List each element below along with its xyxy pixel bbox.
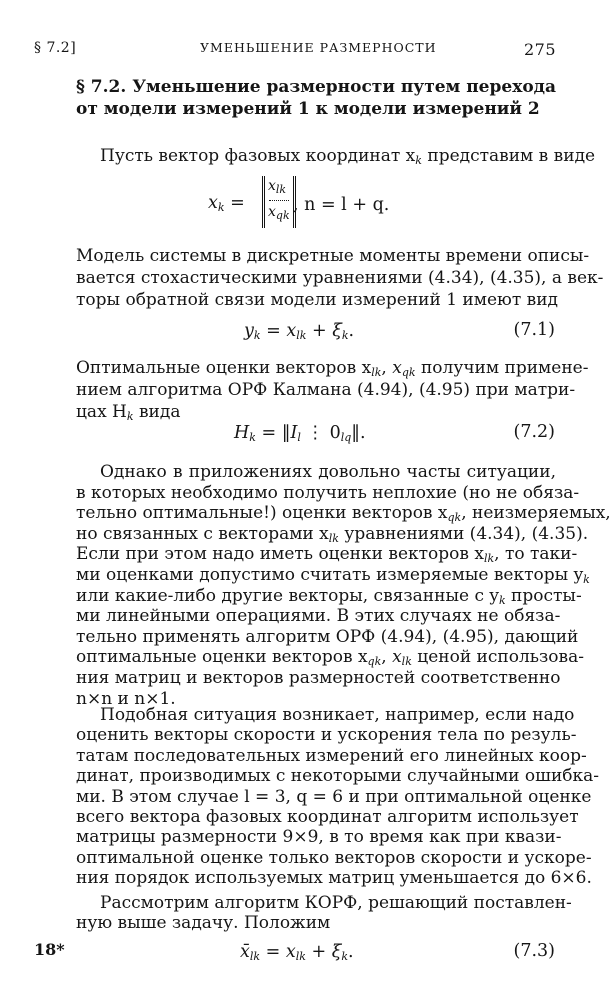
section-title	[76, 76, 566, 120]
equation-state-rhs: , n = l + q.	[293, 195, 390, 215]
section-title-line1: § 7.2. Уменьшение размерности путем перехода	[76, 77, 557, 97]
p4-line8: ми линейными операциями. В этих случаях не обяза-	[76, 606, 561, 626]
p4-line4: но связанных с векторами $x_{lk}$ уравнениями (4.34), (4.35).	[76, 524, 589, 545]
p5-line6: всего вектора фазовых координат алгоритм использует	[76, 807, 579, 827]
section-title-line2: от модели измерений 1 к модели измерений 2	[76, 99, 540, 119]
p4-line3: тельно оптимальные!) оценки векторов $x_{qk}$, неизмеряемых,	[76, 503, 611, 524]
p4-line1: Однако в приложениях довольно часты ситуации,	[100, 462, 556, 482]
p4-line7: или какие-либо другие векторы, связанные с $y_k$ просты-	[76, 586, 582, 607]
p6-line2: ную выше задачу. Положим	[76, 913, 331, 933]
p3-line1: Оптимальные оценки векторов $x_{lk}$, $x_{qk}$ получим примене-	[76, 358, 589, 379]
p4-line9: тельно применять алгоритм ОРФ (4.94), (4.95), дающий	[76, 627, 579, 647]
paragraph-1: Пусть вектор фазовых координат $x_k$ представим в виде	[100, 146, 596, 167]
p5-line9: ния порядок используемых матриц уменьшается до 6×6.	[76, 868, 592, 888]
equation-number-7-2: (7.2)	[513, 422, 555, 442]
header-section: § 7.2]	[34, 40, 77, 56]
p5-line2: оценить векторы скорости и ускорения тела по резуль-	[76, 725, 577, 745]
p5-line3: татам последовательных измерений его линейных коор-	[76, 746, 587, 766]
p4-line6: ми оценками допустимо считать измеряемые векторы $y_k$	[76, 565, 590, 586]
equation-number-7-1: (7.1)	[513, 320, 555, 340]
p4-line11: ния матриц и векторов размерностей соответственно	[76, 668, 561, 688]
p4-line12: n×n и n×1.	[76, 689, 176, 709]
equation-7-2: $H_k$ = $‖I_l$ ⋮ $0_{lq}‖$.	[234, 423, 366, 444]
matrix-bottom-entry: $x_{qk}$	[268, 204, 290, 222]
printer-signature: 18*	[34, 940, 65, 959]
p5-line8: оптимальной оценке только векторов скорости и ускоре-	[76, 848, 592, 868]
p5-line4: динат, производимых с некоторыми случайными ошибка-	[76, 766, 600, 786]
p3-line3: цах $H_k$ вида	[76, 402, 181, 423]
equation-number-7-3: (7.3)	[513, 941, 555, 961]
p5-line1: Подобная ситуация возникает, например, если надо	[100, 705, 575, 725]
p2-line3: торы обратной связи модели измерений 1 имеют вид	[76, 290, 559, 310]
page-number: 275	[523, 40, 556, 59]
p2-line1: Модель системы в дискретные моменты времени описы-	[76, 246, 590, 266]
p4-line10: оптимальные оценки векторов $x_{qk}$, $x_{lk}$ ценой использова-	[76, 647, 584, 668]
p4-line5: Если при этом надо иметь оценки векторов $x_{lk}$, то таки-	[76, 544, 578, 565]
equation-7-3: $x̄_{lk} = x_{lk} + \xi_k$.	[240, 942, 354, 963]
state-vector-matrix	[262, 176, 296, 228]
p4-line2: в которых необходимо получить неплохие (но не обяза-	[76, 483, 580, 503]
p5-line7: матрицы размерности 9×9, в то время как при квази-	[76, 827, 562, 847]
matrix-top-entry: $x_{lk}$	[268, 178, 287, 196]
p5-line5: ми. В этом случае l = 3, q = 6 и при оптимальной оценке	[76, 787, 592, 807]
equation-7-1: $y_k = x_{lk} + \xi_k$.	[244, 321, 355, 342]
matrix-dotted-separator	[269, 200, 289, 201]
p2-line2: вается стохастическими уравнениями (4.34), (4.35), а век-	[76, 268, 604, 288]
p3-line2: нием алгоритма ОРФ Калмана (4.94), (4.95) при матри-	[76, 380, 576, 400]
header-running-title: УМЕНЬШЕНИЕ РАЗМЕРНОСТИ	[200, 40, 437, 55]
equation-state-lhs: $x_k$ =	[208, 193, 245, 214]
p6-line1: Рассмотрим алгоритм КОРФ, решающий поставлен-	[100, 893, 572, 913]
